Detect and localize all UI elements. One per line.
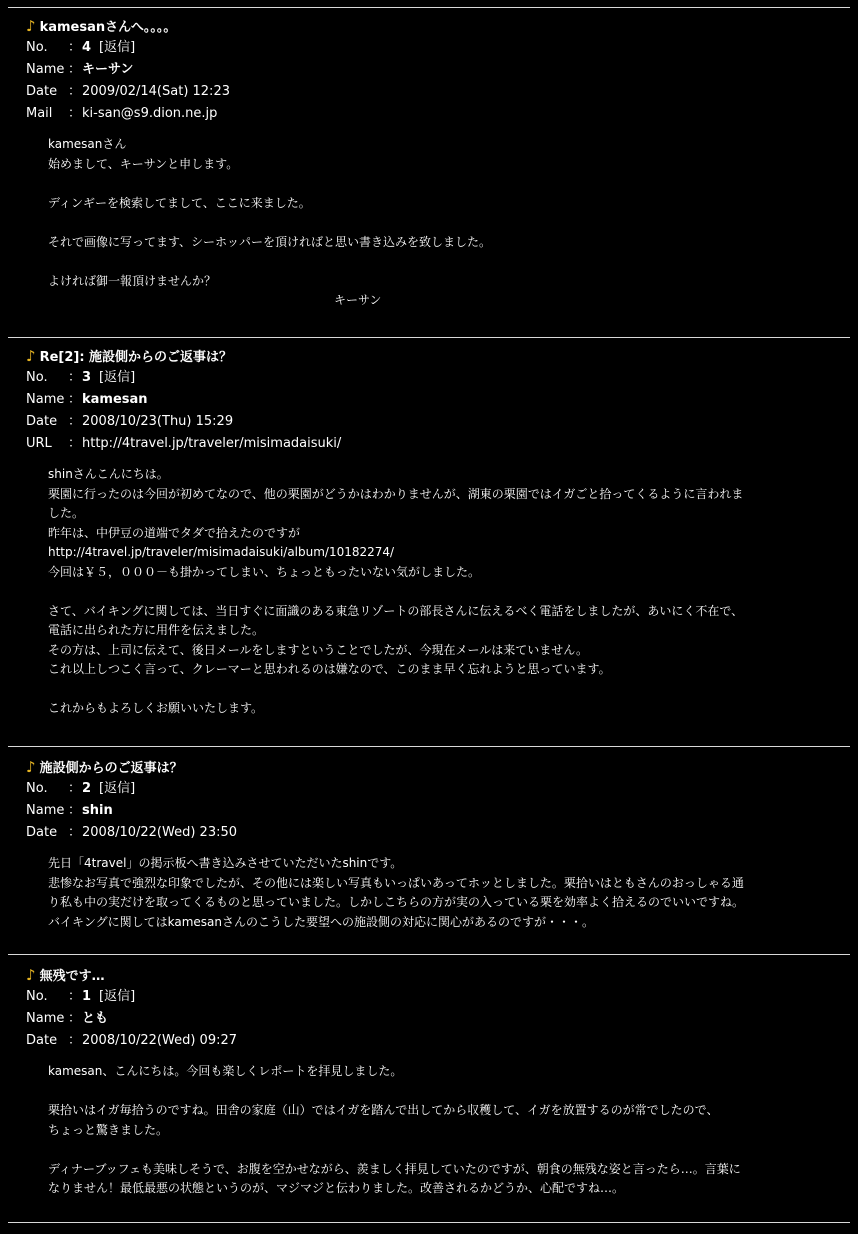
post-title [26,15,832,37]
post-3 [26,345,832,719]
post-title [26,964,832,986]
post-url-row: URL ：http://4travel.jp/traveler/misimadaisuki/ [26,436,342,451]
post-date-row: Date ：2008/10/22(Wed) 23:50 [26,825,238,840]
post-name-row: Name ：キーサン [26,62,134,77]
post-date-row: Date ：2009/02/14(Sat) 12:23 [26,84,230,99]
album-link[interactable]: http://4travel.jp/traveler/misimadaisuki/album/10182274/ [48,545,395,559]
post-title-text: kamesanさんへ。。。。 [39,20,177,35]
post-title [26,756,832,778]
post-2 [26,756,832,932]
post-date-row: Date ：2008/10/23(Thu) 15:29 [26,414,234,429]
post-number-row: No. ：4 [返信] [26,40,136,55]
mail-link[interactable]: ki-san@s9.dion.ne.jp [82,106,218,121]
separator [8,7,850,8]
post-date: 2008/10/23(Thu) 15:29 [82,414,234,429]
separator [8,1222,850,1223]
reply-link[interactable]: [返信] [99,370,136,385]
music-note-icon: ♪ [26,758,36,776]
post-number: 4 [82,40,92,55]
music-note-icon: ♪ [26,347,36,365]
post-body: kamesanさん 始めまして、キーサンと申します。 ディンギーを検索してまして、ここに来ました。 それで画像に写ってます、シーホッパーを頂ければと思い書き込みを致しました。 よければ御一報頂けませんか？ キーサン [48,135,832,311]
post-name-row: Name ：shin [26,803,113,818]
post-title-text: 無残です… [39,969,105,984]
reply-link[interactable]: [返信] [99,989,136,1004]
reply-link[interactable]: [返信] [99,781,136,796]
post-4 [26,15,832,311]
post-body: shinさんこんにちは。 栗園に行ったのは今回が初めてなので、他の栗園がどうかはわかりませんが、湖東の栗園ではイガごと拾ってくるように言われま した。 昨年は、中伊豆の道端でタダで拾えたのですが http://4travel.jp/traveler/misimadaisuki/album/10182274/ 今回は￥５，０００－も掛かってしまい、ちょっともったいない気がしました。 さて、バイキングに関しては、当日すぐに面識のある東急リゾートの部長さんに伝えるべく電話をしましたが、あいにく不在で、 電話に出られた方に用件を伝えました。 その方は、上司に伝えて、後日メールをしますということでしたが、今現在メールは来ていません。 これ以上しつこく言って、クレーマーと思われるのは嫌なので、このまま早く忘れようと思っています。 これからもよろしくお願いいたします。 [48,465,832,719]
post-date: 2008/10/22(Wed) 09:27 [82,1033,238,1048]
author-name: キーサン [82,62,134,77]
post-date: 2008/10/22(Wed) 23:50 [82,825,238,840]
author-name: kamesan [82,392,148,407]
post-1 [26,964,832,1199]
music-note-icon: ♪ [26,966,36,984]
post-name-row: Name ：とも [26,1011,109,1026]
post-number-row: No. ：1 [返信] [26,989,136,1004]
separator [8,337,850,338]
url-link[interactable]: http://4travel.jp/traveler/misimadaisuki/ [82,436,342,451]
post-date-row: Date ：2008/10/22(Wed) 09:27 [26,1033,238,1048]
post-name-row: Name ：kamesan [26,392,148,407]
post-body: 先日「4travel」の掲示板へ書き込みさせていただいたshinです。 悲惨なお写真で強烈な印象でしたが、その他には楽しい写真もいっぱいあってホッとしました。栗拾いはともさんのおっしゃる通 り私も中の実だけを取ってくるものと思っていました。しかしこちらの方が実の入っている栗を効率よく拾えるのでいいですね。 バイキングに関してはkamesanさんのこうした要望への施設側の対応に関心があるのですが・・・。 [48,856,745,929]
post-date: 2009/02/14(Sat) 12:23 [82,84,230,99]
music-note-icon: ♪ [26,17,36,35]
post-body: kamesan、こんにちは。今回も楽しくレポートを拝見しました。 栗拾いはイガ毎拾うのですね。田舎の家庭（山）ではイガを踏んで出してから収穫して、イガを放置するのが常でしたので、 ちょっと驚きました。 ディナーブッフェも美味しそうで、お腹を空かせながら、羨ましく拝見していたのですが、朝食の無残な姿と言ったら…。言葉に なりません！最低最悪の状態というのが、マジマジと伝わりました。改善されるかどうか、心配ですね…。 [48,1064,741,1195]
post-title [26,345,832,367]
author-name: とも [82,1011,109,1026]
post-number: 2 [82,781,92,796]
author-name: shin [82,803,113,818]
separator [8,746,850,747]
post-number: 3 [82,370,92,385]
post-mail-row: Mail ：ki-san@s9.dion.ne.jp [26,106,218,121]
reply-link[interactable]: [返信] [99,40,136,55]
signature: キーサン [334,293,382,307]
post-title-text: Re[2]: 施設側からのご返事は？ [39,350,233,365]
post-number-row: No. ：3 [返信] [26,370,136,385]
separator [8,954,850,955]
post-number-row: No. ：2 [返信] [26,781,136,796]
post-number: 1 [82,989,92,1004]
post-title-text: 施設側からのご返事は？ [39,761,183,776]
